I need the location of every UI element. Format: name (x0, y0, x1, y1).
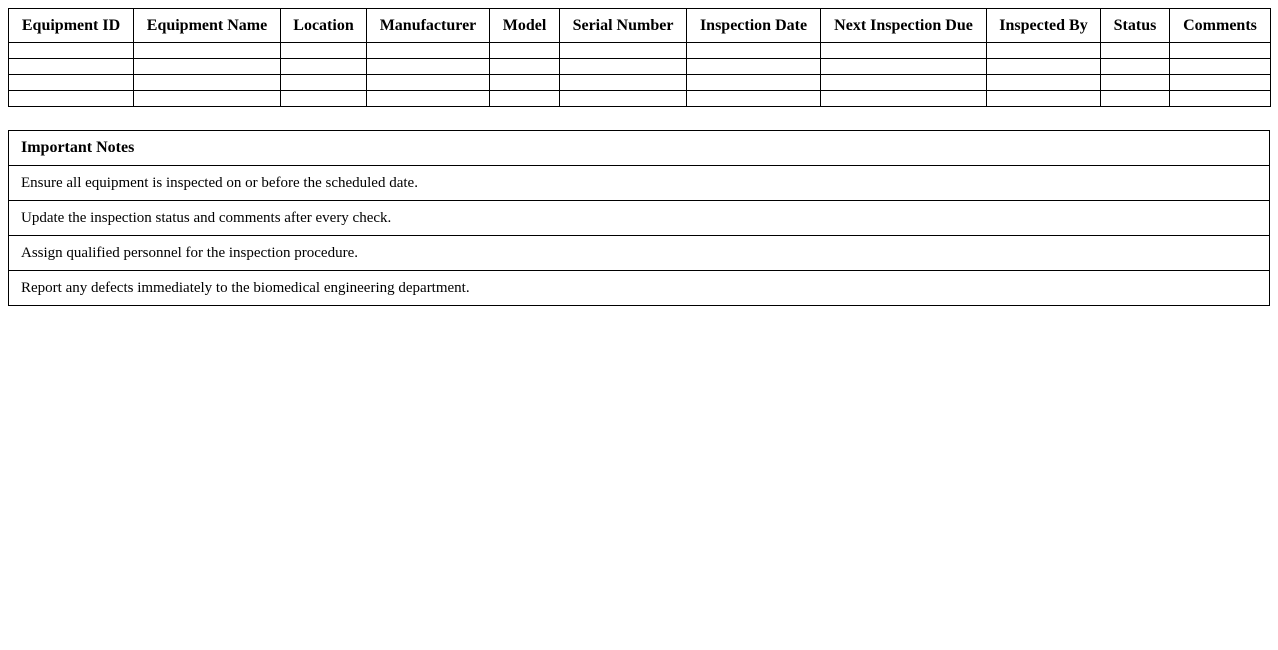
table-cell[interactable] (987, 91, 1101, 107)
table-cell[interactable] (1170, 43, 1271, 59)
table-cell[interactable] (687, 75, 821, 91)
table-cell[interactable] (987, 59, 1101, 75)
table-cell[interactable] (134, 59, 281, 75)
note-item: Assign qualified personnel for the inspection procedure. (9, 236, 1270, 271)
table-cell[interactable] (9, 43, 134, 59)
table-cell[interactable] (281, 43, 367, 59)
notes-header-row (9, 131, 1270, 166)
table-cell[interactable] (821, 43, 987, 59)
table-cell[interactable] (560, 43, 687, 59)
header-inspection-date: Inspection Date (687, 9, 821, 43)
table-cell[interactable] (1101, 43, 1170, 59)
table-cell[interactable] (821, 59, 987, 75)
table-cell[interactable] (1101, 75, 1170, 91)
table-cell[interactable] (490, 59, 560, 75)
table-cell[interactable] (134, 75, 281, 91)
table-cell[interactable] (987, 43, 1101, 59)
table-cell[interactable] (9, 91, 134, 107)
table-cell[interactable] (367, 43, 490, 59)
notes-row (9, 236, 1270, 271)
table-cell[interactable] (560, 91, 687, 107)
table-cell[interactable] (281, 59, 367, 75)
table-cell[interactable] (490, 91, 560, 107)
table-cell[interactable] (821, 91, 987, 107)
table-cell[interactable] (1170, 59, 1271, 75)
table-cell[interactable] (687, 43, 821, 59)
header-equipment-id: Equipment ID (9, 9, 134, 43)
table-cell[interactable] (367, 75, 490, 91)
table-cell[interactable] (281, 75, 367, 91)
table-cell[interactable] (134, 43, 281, 59)
table-cell[interactable] (1101, 59, 1170, 75)
header-inspected-by: Inspected By (987, 9, 1101, 43)
table-cell[interactable] (9, 75, 134, 91)
note-item: Report any defects immediately to the biomedical engineering department. (9, 271, 1270, 306)
table-cell[interactable] (490, 43, 560, 59)
table-row (9, 43, 1271, 59)
table-cell[interactable] (687, 91, 821, 107)
header-status: Status (1101, 9, 1170, 43)
header-equipment-name: Equipment Name (134, 9, 281, 43)
table-cell[interactable] (1170, 91, 1271, 107)
table-header-row (9, 9, 1271, 43)
table-row (9, 91, 1271, 107)
table-cell[interactable] (687, 59, 821, 75)
table-cell[interactable] (1101, 91, 1170, 107)
note-item: Ensure all equipment is inspected on or before the scheduled date. (9, 166, 1270, 201)
table-cell[interactable] (281, 91, 367, 107)
table-cell[interactable] (367, 91, 490, 107)
table-cell[interactable] (1170, 75, 1271, 91)
table-cell[interactable] (560, 75, 687, 91)
header-comments: Comments (1170, 9, 1271, 43)
table-row (9, 75, 1271, 91)
header-manufacturer: Manufacturer (367, 9, 490, 43)
notes-row (9, 201, 1270, 236)
important-notes-table (8, 130, 1270, 306)
header-serial-number: Serial Number (560, 9, 687, 43)
table-cell[interactable] (490, 75, 560, 91)
header-next-inspection-due: Next Inspection Due (821, 9, 987, 43)
header-location: Location (281, 9, 367, 43)
notes-title: Important Notes (9, 131, 1270, 166)
table-cell[interactable] (134, 91, 281, 107)
table-cell[interactable] (821, 75, 987, 91)
header-model: Model (490, 9, 560, 43)
note-item: Update the inspection status and comments after every check. (9, 201, 1270, 236)
table-cell[interactable] (987, 75, 1101, 91)
equipment-inspection-table (8, 8, 1271, 107)
table-cell[interactable] (560, 59, 687, 75)
table-cell[interactable] (367, 59, 490, 75)
table-cell[interactable] (9, 59, 134, 75)
notes-row (9, 166, 1270, 201)
notes-row (9, 271, 1270, 306)
table-row (9, 59, 1271, 75)
